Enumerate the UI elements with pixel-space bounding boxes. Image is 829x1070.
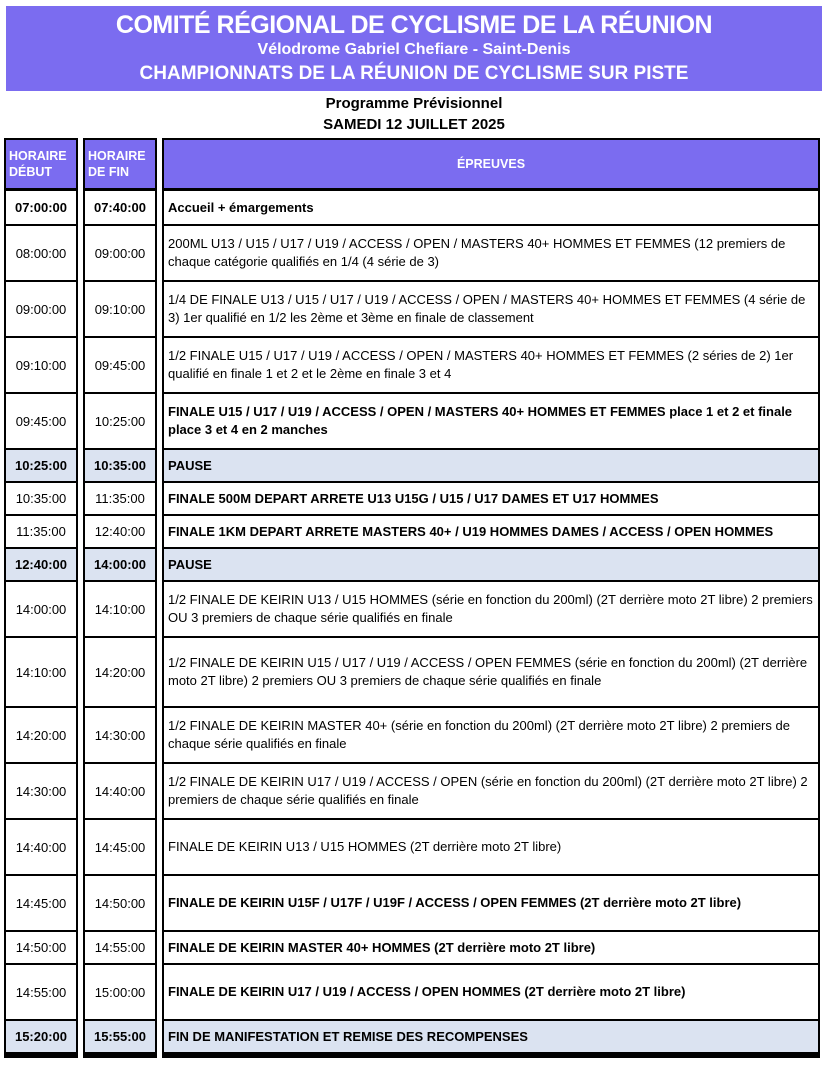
event-cell: FINALE 1KM DEPART ARRETE MASTERS 40+ / U19 HOMMES DAMES / ACCESS / OPEN HOMMES	[162, 515, 820, 548]
end-time-cell: 14:55:00	[83, 931, 157, 964]
start-time-cell: 14:45:00	[4, 875, 78, 931]
event-cell: 1/4 DE FINALE U13 / U15 / U17 / U19 / ACCESS / OPEN / MASTERS 40+ HOMMES ET FEMMES (4 série de 3) 1er qualifié en 1/2 les 2ème et 3ème en finale de classement	[162, 281, 820, 337]
event-cell: FIN DE MANIFESTATION ET REMISE DES RECOMPENSES	[162, 1020, 820, 1053]
event-cell: FINALE DE KEIRIN U15F / U17F / U19F / ACCESS / OPEN FEMMES (2T derrière moto 2T libre)	[162, 875, 820, 931]
end-time-cell: 15:55:00	[83, 1020, 157, 1053]
start-time-cell: 09:45:00	[4, 393, 78, 449]
start-time-cell: 14:30:00	[4, 763, 78, 819]
end-time-column	[83, 138, 157, 1058]
event-cell: 1/2 FINALE DE KEIRIN U17 / U19 / ACCESS / OPEN (série en fonction du 200ml) (2T derrière moto 2T libre) 2 premiers de chaque série qualifiés en finale	[162, 763, 820, 819]
event-cell: FINALE 500M DEPART ARRETE U13 U15G / U15 / U17 DAMES ET U17 HOMMES	[162, 482, 820, 515]
events-column	[162, 138, 820, 1058]
title-banner	[6, 6, 822, 91]
start-time-cell: 10:25:00	[4, 449, 78, 482]
start-time-cell: 14:50:00	[4, 931, 78, 964]
end-time-cell: 11:35:00	[83, 482, 157, 515]
start-time-cell: 14:55:00	[4, 964, 78, 1020]
event-cell: Accueil + émargements	[162, 190, 820, 225]
start-time-cell: 11:35:00	[4, 515, 78, 548]
event-cell: FINALE DE KEIRIN U17 / U19 / ACCESS / OPEN HOMMES (2T derrière moto 2T libre)	[162, 964, 820, 1020]
event-cell: 1/2 FINALE U15 / U17 / U19 / ACCESS / OPEN / MASTERS 40+ HOMMES ET FEMMES (2 séries de 2) 1er qualifié en finale 1 et 2 et le 2ème en finale 3 et 4	[162, 337, 820, 393]
event-cell: PAUSE	[162, 449, 820, 482]
end-time-cell: 14:40:00	[83, 763, 157, 819]
start-time-cell: 07:00:00	[4, 190, 78, 225]
event-cell: FINALE U15 / U17 / U19 / ACCESS / OPEN / MASTERS 40+ HOMMES ET FEMMES place 1 et 2 et finale place 3 et 4 en 2 manches	[162, 393, 820, 449]
start-time-cell: 15:20:00	[4, 1020, 78, 1053]
end-time-cell: 09:45:00	[83, 337, 157, 393]
start-time-cell: 14:40:00	[4, 819, 78, 875]
event-cell: 1/2 FINALE DE KEIRIN U15 / U17 / U19 / ACCESS / OPEN FEMMES (série en fonction du 200ml) (2T derrière moto 2T libre) 2 premiers OU 3 premiers de chaque série qualifiés en finale	[162, 637, 820, 707]
start-time-cell: 14:10:00	[4, 637, 78, 707]
event-cell: PAUSE	[162, 548, 820, 581]
program-label: Programme Prévisionnel	[325, 95, 503, 112]
event-cell: 200ML U13 / U15 / U17 / U19 / ACCESS / OPEN / MASTERS 40+ HOMMES ET FEMMES (12 premiers de chaque catégorie qualifiés en 1/4 (4 série de 3)	[162, 225, 820, 281]
start-time-header: HORAIRE DÉBUT	[4, 138, 78, 190]
event-header: ÉPREUVES	[162, 138, 820, 190]
end-time-cell: 10:35:00	[83, 449, 157, 482]
end-time-cell: 07:40:00	[83, 190, 157, 225]
event-title: CHAMPIONNATS DE LA RÉUNION DE CYCLISME SUR PISTE	[139, 63, 689, 84]
event-cell: 1/2 FINALE DE KEIRIN MASTER 40+ (série en fonction du 200ml) (2T derrière moto 2T libre) 2 premiers de chaque série qualifiés en finale	[162, 707, 820, 763]
end-time-cell: 14:30:00	[83, 707, 157, 763]
end-time-cell: 14:20:00	[83, 637, 157, 707]
end-time-cell: 14:00:00	[83, 548, 157, 581]
event-cell: FINALE DE KEIRIN U13 / U15 HOMMES (2T derrière moto 2T libre)	[162, 819, 820, 875]
end-time-cell: 12:40:00	[83, 515, 157, 548]
end-time-cell: 10:25:00	[83, 393, 157, 449]
start-time-column	[4, 138, 78, 1058]
date-label: SAMEDI 12 JUILLET 2025	[323, 116, 505, 133]
end-time-header: HORAIRE DE FIN	[83, 138, 157, 190]
end-time-cell: 09:00:00	[83, 225, 157, 281]
start-time-cell: 14:20:00	[4, 707, 78, 763]
end-time-cell: 14:50:00	[83, 875, 157, 931]
start-time-cell: 12:40:00	[4, 548, 78, 581]
start-time-cell: 14:00:00	[4, 581, 78, 637]
event-cell: FINALE DE KEIRIN MASTER 40+ HOMMES (2T derrière moto 2T libre)	[162, 931, 820, 964]
end-time-cell: 14:10:00	[83, 581, 157, 637]
start-time-cell: 10:35:00	[4, 482, 78, 515]
end-time-cell: 14:45:00	[83, 819, 157, 875]
venue-title: Vélodrome Gabriel Chefiare - Saint-Denis	[257, 41, 571, 58]
start-time-cell: 08:00:00	[4, 225, 78, 281]
end-time-cell: 09:10:00	[83, 281, 157, 337]
event-cell: 1/2 FINALE DE KEIRIN U13 / U15 HOMMES (série en fonction du 200ml) (2T derrière moto 2T libre) 2 premiers OU 3 premiers de chaque série qualifiés en finale	[162, 581, 820, 637]
org-title: COMITÉ RÉGIONAL DE CYCLISME DE LA RÉUNION	[115, 11, 713, 39]
start-time-cell: 09:00:00	[4, 281, 78, 337]
end-time-cell: 15:00:00	[83, 964, 157, 1020]
start-time-cell: 09:10:00	[4, 337, 78, 393]
